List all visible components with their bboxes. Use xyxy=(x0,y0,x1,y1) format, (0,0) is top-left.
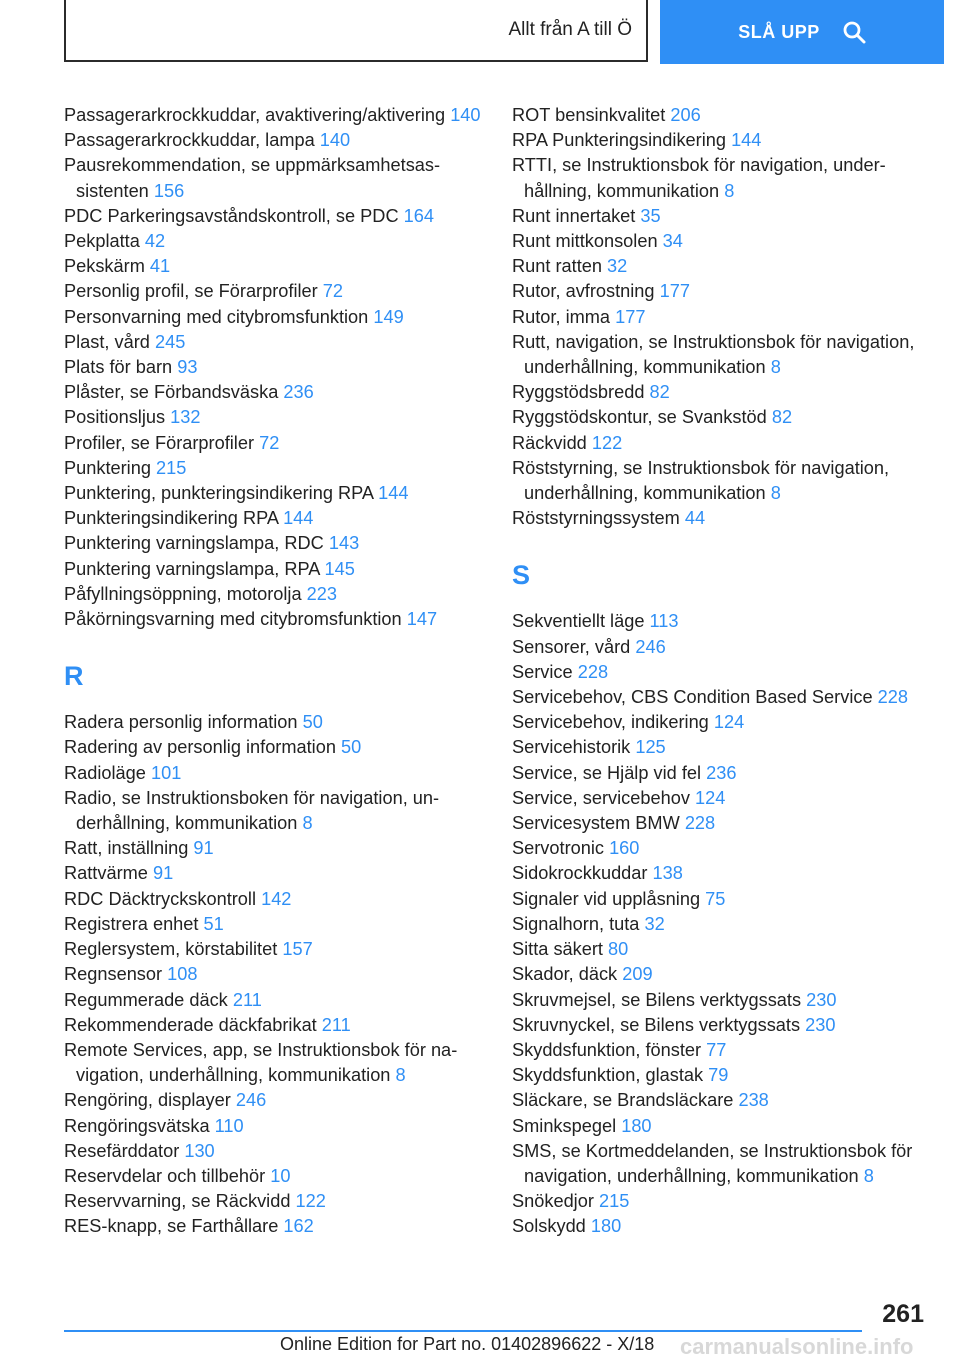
index-page-link[interactable]: 140 xyxy=(450,105,481,125)
index-entry xyxy=(64,557,484,582)
index-page-link[interactable]: 122 xyxy=(591,432,623,453)
lookup-button[interactable] xyxy=(660,0,944,64)
index-page-link[interactable]: 93 xyxy=(177,357,198,378)
index-entry xyxy=(64,229,484,254)
index-page-link[interactable]: 124 xyxy=(713,712,745,733)
index-page-link[interactable]: 108 xyxy=(167,964,198,985)
index-entry-text: Passagerarkrockkuddar, lampa xyxy=(64,130,315,151)
index-page-link[interactable]: 91 xyxy=(152,863,174,884)
index-page-link[interactable]: 160 xyxy=(609,838,640,859)
index-entry-text: Servicebehov, CBS Condition Based Service xyxy=(512,687,873,708)
footer-text: Online Edition for Part no. 01402896622 - X/18 xyxy=(280,1334,655,1354)
index-entry-text: RTTI, se Instruktionsbok för navigation, underhållning, kommunikation xyxy=(512,155,886,201)
index-entry xyxy=(512,1063,922,1088)
index-entry-text: Skruvmejsel, se Bilens verktygssats xyxy=(512,989,802,1010)
index-entry xyxy=(512,660,922,685)
index-page-link[interactable]: 238 xyxy=(738,1090,769,1111)
search-icon xyxy=(842,20,866,44)
index-page-link[interactable]: 245 xyxy=(154,331,186,352)
index-entry-text: Radering av personlig information xyxy=(64,737,336,758)
index-entry-text: Reservdelar och tillbehör xyxy=(64,1165,266,1186)
index-entry xyxy=(512,103,922,128)
index-page-link[interactable]: 75 xyxy=(705,888,726,909)
index-entry xyxy=(64,380,484,405)
index-page-link[interactable]: 230 xyxy=(806,989,837,1010)
index-entry xyxy=(512,229,922,254)
index-entry-text: Servotronic xyxy=(512,838,604,859)
index-page-link[interactable]: 41 xyxy=(149,256,171,277)
index-page-link[interactable]: 82 xyxy=(771,407,793,428)
index-entry xyxy=(64,710,484,735)
index-entry xyxy=(64,1088,484,1113)
index-entry xyxy=(512,1139,922,1189)
index-page-link[interactable]: 8 xyxy=(724,180,735,201)
index-page-link[interactable]: 147 xyxy=(406,609,438,630)
index-entry-text: RES-knapp, se Farthållare xyxy=(64,1216,279,1237)
index-page-link[interactable]: 32 xyxy=(607,256,628,277)
index-page-link[interactable]: 113 xyxy=(649,611,679,632)
index-entry xyxy=(64,1114,484,1139)
index-entry-text: Service, se Hjälp vid fel xyxy=(512,762,702,783)
index-page-link[interactable]: 82 xyxy=(649,382,670,403)
index-entry xyxy=(64,607,484,632)
index-page-link[interactable]: 44 xyxy=(684,508,706,529)
index-page-link[interactable]: 149 xyxy=(373,306,404,327)
index-entry xyxy=(64,128,484,153)
index-page-link[interactable]: 215 xyxy=(156,457,187,478)
index-page-link[interactable]: 209 xyxy=(622,964,653,985)
index-entry xyxy=(512,456,922,506)
index-entry-text: Sminkspegel xyxy=(512,1115,617,1136)
index-page-link[interactable]: 34 xyxy=(662,231,683,252)
index-entry-text: Plåster, se Förbandsväska xyxy=(64,382,279,403)
index-page-link[interactable]: 140 xyxy=(319,130,351,151)
index-page-link[interactable]: 211 xyxy=(232,989,262,1010)
index-page-link[interactable]: 236 xyxy=(706,762,737,783)
index-entry-text: Skyddsfunktion, glastak xyxy=(512,1065,704,1086)
index-entry xyxy=(64,937,484,962)
index-entry xyxy=(64,481,484,506)
index-entry xyxy=(512,912,922,937)
index-entry xyxy=(64,153,484,203)
index-entry xyxy=(64,1139,484,1164)
index-entry xyxy=(64,1038,484,1088)
index-entry xyxy=(512,761,922,786)
index-entry xyxy=(512,405,922,430)
index-entry xyxy=(64,1164,484,1189)
index-page-link[interactable]: 72 xyxy=(322,281,344,302)
index-page-link[interactable]: 223 xyxy=(306,583,338,604)
lookup-label: SLÅ UPP xyxy=(738,21,820,42)
index-entry xyxy=(512,609,922,634)
index-entry xyxy=(64,456,484,481)
index-page-link[interactable]: 80 xyxy=(608,939,629,960)
index-entry xyxy=(512,735,922,760)
index-entry xyxy=(512,710,922,735)
index-page-link[interactable]: 162 xyxy=(283,1216,314,1237)
index-entry xyxy=(512,786,922,811)
index-entry xyxy=(512,1189,922,1214)
index-page-link[interactable]: 246 xyxy=(235,1090,267,1111)
index-entry xyxy=(512,330,922,380)
index-entry-text: Ryggstödskontur, se Svankstöd xyxy=(512,407,767,428)
index-entry-text: Remote Services, app, se Instruktionsbok för navigation, underhållning, kommunikation xyxy=(64,1039,458,1086)
index-entry-text: Personvarning med citybromsfunktion xyxy=(64,306,369,327)
index-entry-text: Regummerade däck xyxy=(64,989,228,1010)
index-entry xyxy=(512,204,922,229)
index-entry xyxy=(64,761,484,786)
index-page-link[interactable]: 79 xyxy=(708,1065,729,1086)
index-entry xyxy=(512,811,922,836)
page-number: 261 xyxy=(882,1300,924,1328)
index-entry-text: Ryggstödsbredd xyxy=(512,382,645,403)
index-entry xyxy=(512,1214,922,1239)
index-entry-text: Reservvarning, se Räckvidd xyxy=(64,1191,291,1212)
index-page-link[interactable]: 144 xyxy=(731,130,762,151)
index-entry-text: Servicebehov, indikering xyxy=(512,712,709,733)
index-page-link[interactable]: 50 xyxy=(341,737,362,758)
index-entry xyxy=(512,380,922,405)
index-entry-text: Radio, se Instruktionsboken för navigation, underhållning, kommunikation xyxy=(64,787,440,834)
index-entry-text: Punktering varningslampa, RDC xyxy=(64,533,324,554)
index-entry xyxy=(512,937,922,962)
index-entry-text: Plast, vård xyxy=(64,331,150,352)
index-page-link[interactable]: 91 xyxy=(193,838,214,859)
index-entry-text: Röststyrningssystem xyxy=(512,508,680,529)
index-entry-text: Rengöringsvätska xyxy=(64,1115,210,1136)
index-page-link[interactable]: 72 xyxy=(259,432,280,453)
index-entry-text: Punktering xyxy=(64,457,151,478)
index-entry-text: Rattvärme xyxy=(64,863,148,884)
index-entry-text: Punktering varningslampa, RPA xyxy=(64,558,320,579)
section-label: Allt från A till Ö xyxy=(508,19,632,40)
index-page-link[interactable]: 42 xyxy=(144,231,166,252)
index-entry-text: Profiler, se Förarprofiler xyxy=(64,432,255,453)
index-page-link[interactable]: 51 xyxy=(203,913,224,934)
index-page-link[interactable]: 145 xyxy=(324,558,355,579)
index-entry-text: Skruvnyckel, se Bilens verktygssats xyxy=(512,1014,801,1035)
index-entry-text: Pausrekommendation, se uppmärksamhetsassistenten xyxy=(64,155,441,201)
index-entry-text: Radera personlig information xyxy=(64,712,298,733)
index-entry-text: Punkteringsindikering RPA xyxy=(64,508,278,529)
index-entry xyxy=(64,735,484,760)
index-page-link[interactable]: 125 xyxy=(635,737,666,758)
index-page-link[interactable]: 156 xyxy=(153,180,185,201)
index-entry xyxy=(512,153,922,203)
index-page-link[interactable]: 211 xyxy=(321,1014,351,1035)
footer-divider xyxy=(64,1330,862,1332)
index-entry-text: Passagerarkrockkuddar, avaktivering/aktivering xyxy=(64,105,446,125)
index-entry xyxy=(512,962,922,987)
index-entry xyxy=(64,1189,484,1214)
index-entry xyxy=(64,103,484,128)
index-page-link[interactable]: 215 xyxy=(598,1191,630,1212)
index-entry-text: Plats för barn xyxy=(64,357,173,378)
index-entry xyxy=(512,1038,922,1063)
index-entry-text: Rekommenderade däckfabrikat xyxy=(64,1014,317,1035)
section-tab[interactable] xyxy=(64,0,648,62)
index-letter-heading: S xyxy=(512,560,531,591)
index-page-link[interactable]: 35 xyxy=(640,205,661,226)
index-entry xyxy=(512,279,922,304)
index-entry-text: Service, servicebehov xyxy=(512,787,690,808)
index-entry xyxy=(64,1214,484,1239)
index-page-link[interactable]: 8 xyxy=(302,813,313,834)
index-entry-text: Runt ratten xyxy=(512,256,602,277)
index-entry xyxy=(64,355,484,380)
index-page-link[interactable]: 50 xyxy=(302,712,323,733)
index-entry xyxy=(64,254,484,279)
index-page-link[interactable]: 130 xyxy=(184,1140,215,1161)
index-entry xyxy=(64,431,484,456)
index-entry xyxy=(64,506,484,531)
index-entry-text: Radioläge xyxy=(64,762,146,783)
index-page-link[interactable]: 180 xyxy=(621,1115,652,1136)
index-page-link[interactable]: 177 xyxy=(659,281,690,302)
index-entry-text: Reglersystem, körstabilitet xyxy=(64,939,278,960)
index-entry-text: Signaler vid upplåsning xyxy=(512,888,701,909)
index-entry-text: Punktering, punkteringsindikering RPA xyxy=(64,483,374,504)
index-entry-text: Sekventiellt läge xyxy=(512,611,645,632)
index-entry xyxy=(64,305,484,330)
index-page-link[interactable]: 143 xyxy=(328,533,360,554)
index-page-link[interactable]: 177 xyxy=(615,306,646,327)
index-entry xyxy=(512,635,922,660)
index-entry-text: Släckare, se Brandsläckare xyxy=(512,1090,734,1111)
index-entry xyxy=(512,861,922,886)
index-entry-text: Skyddsfunktion, fönster xyxy=(512,1039,702,1060)
index-page-link[interactable]: 132 xyxy=(170,407,201,428)
index-entry xyxy=(512,305,922,330)
index-entry-text: RDC Däcktryckskontroll xyxy=(64,888,257,909)
index-entry-text: RPA Punkteringsindikering xyxy=(512,130,726,151)
index-page-link[interactable]: 124 xyxy=(694,787,726,808)
index-page-link[interactable]: 230 xyxy=(805,1014,836,1035)
index-entry xyxy=(512,1088,922,1113)
index-entry-text: Servicehistorik xyxy=(512,737,631,758)
index-entry-text: Ratt, inställning xyxy=(64,838,189,859)
watermark: carmanualsonline.info xyxy=(680,1334,914,1359)
index-entry-text: Servicesystem BMW xyxy=(512,813,680,834)
index-entry-text: Rutt, navigation, se Instruktionsbok för navigation, underhållning, kommunikation xyxy=(512,331,915,378)
index-entry-text: Pekplatta xyxy=(64,231,140,252)
index-entry-text: Pekskärm xyxy=(64,256,145,277)
index-entry-text: Service xyxy=(512,661,573,682)
index-entry xyxy=(64,582,484,607)
index-entry xyxy=(64,330,484,355)
index-entry xyxy=(512,431,922,456)
index-column-left xyxy=(64,103,484,1240)
index-entry xyxy=(64,861,484,886)
index-entry-text: Signalhorn, tuta xyxy=(512,913,640,934)
index-column-right xyxy=(512,103,922,1240)
index-entry-text: Regnsensor xyxy=(64,964,163,985)
index-entry xyxy=(64,836,484,861)
index-entry xyxy=(64,962,484,987)
index-entry xyxy=(512,988,922,1013)
index-page-link[interactable]: 32 xyxy=(644,913,665,934)
index-page-link[interactable]: 144 xyxy=(378,483,409,504)
index-entry xyxy=(64,531,484,556)
index-page-link[interactable]: 144 xyxy=(283,508,314,529)
index-entry xyxy=(64,1013,484,1038)
index-entry xyxy=(512,685,922,710)
index-page-link[interactable]: 8 xyxy=(863,1165,874,1186)
index-entry xyxy=(64,887,484,912)
index-page-link[interactable]: 142 xyxy=(261,888,292,909)
index-page-link[interactable]: 10 xyxy=(270,1165,291,1186)
index-entry xyxy=(512,128,922,153)
index-entry xyxy=(512,254,922,279)
index-entry-text: Sensorer, vård xyxy=(512,636,631,657)
index-entry-text: ROT bensinkvalitet xyxy=(512,105,666,125)
index-entry xyxy=(64,204,484,229)
index-page-link[interactable]: 228 xyxy=(877,687,908,708)
index-entry xyxy=(64,912,484,937)
index-entry xyxy=(512,1114,922,1139)
index-entry-text: Påfyllningsöppning, motorolja xyxy=(64,583,302,604)
index-page-link[interactable]: 228 xyxy=(577,661,609,682)
index-entry-text: Rengöring, displayer xyxy=(64,1090,231,1111)
index-page-link[interactable]: 236 xyxy=(283,382,314,403)
index-entry-text: Skador, däck xyxy=(512,964,618,985)
index-entry xyxy=(512,887,922,912)
index-entry-text: Snökedjor xyxy=(512,1191,594,1212)
index-entry-text: Rutor, imma xyxy=(512,306,611,327)
index-entry-text: Solskydd xyxy=(512,1216,586,1237)
index-entry-text: Registrera enhet xyxy=(64,913,199,934)
header xyxy=(64,0,944,64)
index-entry-text: Rutor, avfrostning xyxy=(512,281,655,302)
index-entry-text: Personlig profil, se Förarprofiler xyxy=(64,281,318,302)
index-page-link[interactable]: 122 xyxy=(295,1191,326,1212)
index-page-link[interactable]: 77 xyxy=(706,1039,727,1060)
index-entry xyxy=(64,405,484,430)
index-page-link[interactable]: 164 xyxy=(403,205,434,226)
index-page-link[interactable]: 101 xyxy=(150,762,182,783)
index-entry-text: Sitta säkert xyxy=(512,939,603,960)
index-page-link[interactable]: 8 xyxy=(395,1065,406,1086)
index-page-link[interactable]: 206 xyxy=(670,105,701,125)
index-page-link[interactable]: 8 xyxy=(770,357,781,378)
index-entry-text: SMS, se Kortmeddelanden, se Instruktionsbok för navigation, underhållning, kommunikation xyxy=(512,1140,913,1186)
index-entry xyxy=(512,836,922,861)
index-entry xyxy=(64,786,484,836)
index-page-link[interactable]: 110 xyxy=(214,1115,244,1136)
index-entry-text: Sidokrockkuddar xyxy=(512,863,648,884)
index-entry-text: Positionsljus xyxy=(64,407,166,428)
index-entry xyxy=(512,506,922,531)
index-page-link[interactable]: 157 xyxy=(282,939,313,960)
index-entry-text: Räckvidd xyxy=(512,432,587,453)
index-page-link[interactable]: 180 xyxy=(590,1216,622,1237)
index-page-link[interactable]: 246 xyxy=(635,636,666,657)
index-page-link[interactable]: 138 xyxy=(652,863,683,884)
index-entry xyxy=(64,988,484,1013)
index-letter-heading: R xyxy=(64,661,84,692)
index-entry xyxy=(64,279,484,304)
index-entry-text: Påkörningsvarning med citybromsfunktion xyxy=(64,609,402,630)
index-entry-text: PDC Parkeringsavståndskontroll, se PDC xyxy=(64,205,399,226)
index-entry-text: Runt mittkonsolen xyxy=(512,231,658,252)
index-entry xyxy=(512,1013,922,1038)
index-entry-text: Resefärddator xyxy=(64,1140,180,1161)
index-entry-text: Röststyrning, se Instruktionsbok för navigation, underhållning, kommunikation xyxy=(512,457,890,504)
index-page-link[interactable]: 228 xyxy=(684,813,716,834)
index-page-link[interactable]: 8 xyxy=(770,483,781,504)
index-entry-text: Runt innertaket xyxy=(512,205,636,226)
